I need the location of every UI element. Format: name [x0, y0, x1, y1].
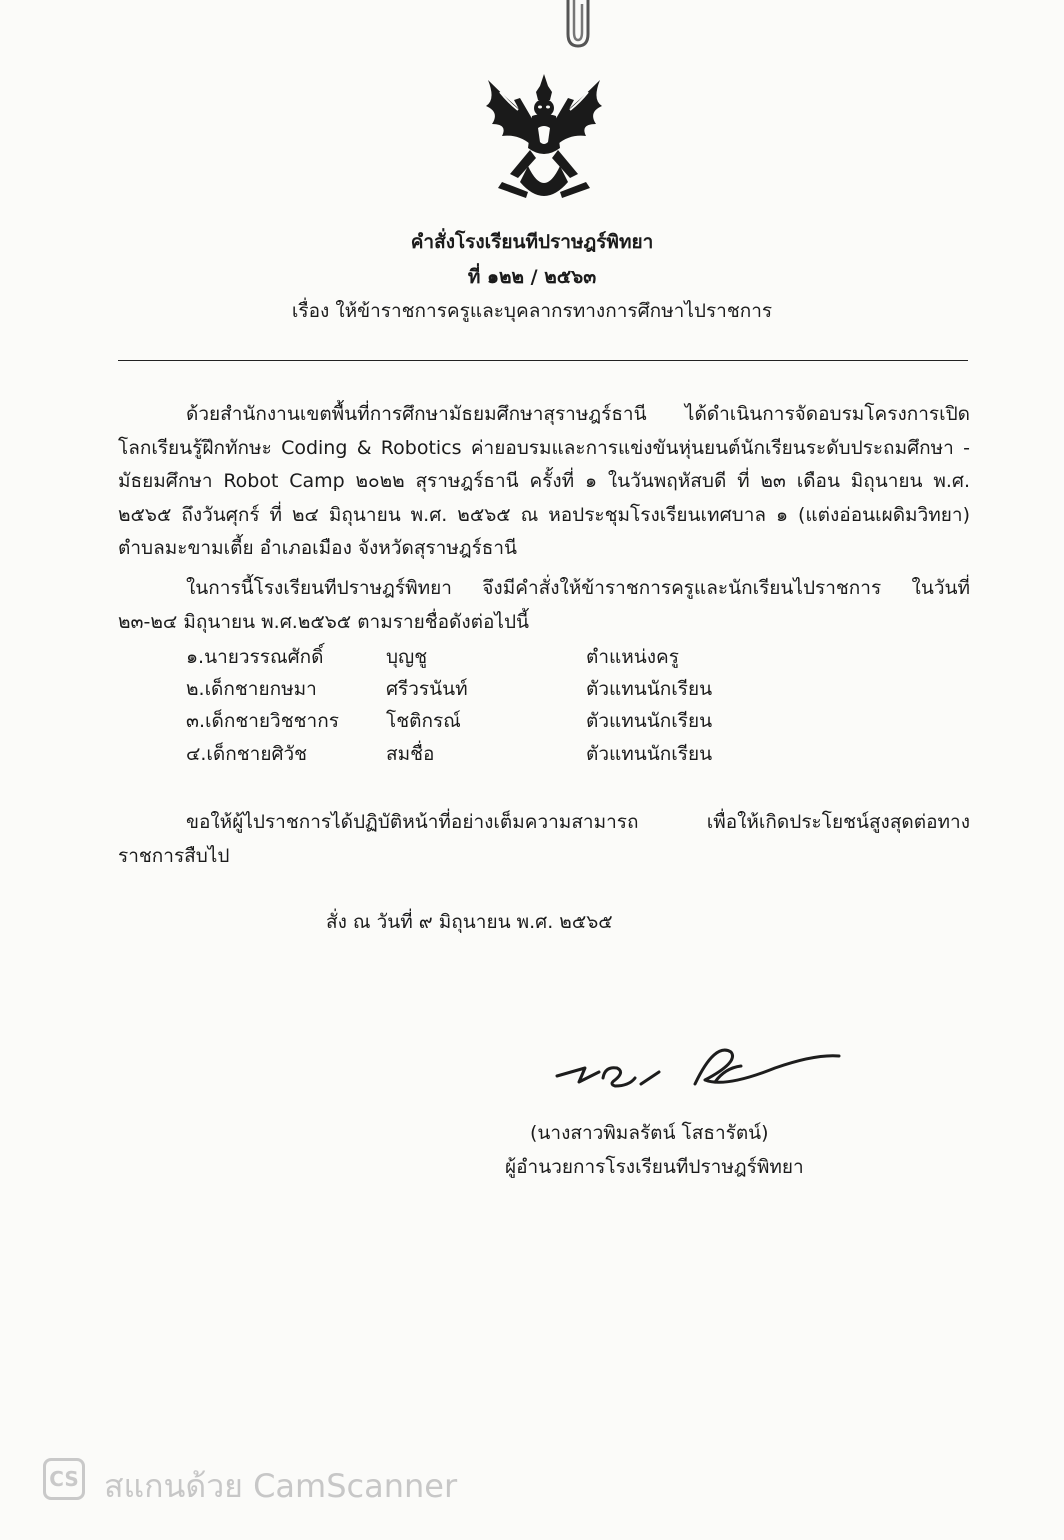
person-role: ตัวแทนนักเรียน — [586, 710, 713, 732]
signature-icon — [555, 1038, 845, 1098]
person-role: ตัวแทนนักเรียน — [586, 743, 713, 765]
person-surname: ศรีวรนันท์ — [386, 678, 468, 700]
person-name: ๓.เด็กชายวิชชากร — [186, 710, 339, 732]
person-role: ตำแหน่งครู — [586, 646, 679, 668]
order-date: สั่ง ณ วันที่ ๙ มิถุนายน พ.ศ. ๒๕๖๕ — [326, 911, 613, 933]
garuda-emblem-icon — [478, 70, 610, 210]
body-paragraph-2 — [118, 572, 970, 639]
body-paragraph-2-text: ในการนี้โรงเรียนทีปราษฎร์พิทยา จึงมีคำสั่งให้ข้าราชการครูและนักเรียนไปราชการ ในวันที่ ๒๓-๒๔ มิถุนายน พ.ศ.๒๕๖๕ ตามรายชื่อดังต่อไปนี้ — [118, 577, 970, 633]
signatory-position: ผู้อำนวยการโรงเรียนทีปราษฎร์พิทยา — [505, 1156, 804, 1178]
header-divider — [118, 360, 968, 361]
person-surname: สมชื่อ — [386, 743, 435, 765]
body-paragraph-1 — [118, 398, 970, 566]
person-surname: โชติกรณ์ — [386, 710, 461, 732]
body-paragraph-3 — [118, 806, 970, 873]
person-name: ๑.นายวรรณศักดิ์ — [186, 646, 324, 668]
camscanner-logo-icon: CS — [43, 1458, 85, 1500]
body-paragraph-1-text: ด้วยสำนักงานเขตพื้นที่การศึกษามัธยมศึกษาสุราษฎร์ธานี ได้ดำเนินการจัดอบรมโครงการเปิดโลกเรียนรู้ฝึกทักษะ Coding & Robotics ค่ายอบรมและการแข่งขันหุ่นยนต์นักเรียนระดับประถมศึกษา - มัธยมศึกษา Robot Camp ๒๐๒๒ สุราษฎร์ธานี ครั้งที่ ๑ ในวันพฤหัสบดี ที่ ๒๓ เดือน มิถุนายน พ.ศ. ๒๕๖๕ ถึงวันศุกร์ ที่ ๒๔ มิถุนายน พ.ศ. ๒๕๖๕ ณ หอประชุมโรงเรียนเทศบาล ๑ (แต่งอ่อนเผดิมวิทยา) ตำบลมะขามเตี้ย อำเภอเมือง จังหวัดสุราษฎร์ธานี — [118, 403, 970, 559]
body-paragraph-3-text: ขอให้ผู้ไปราชการได้ปฏิบัติหน้าที่อย่างเต็มความสามารถ เพื่อให้เกิดประโยชน์สูงสุดต่อทางราชการสืบไป — [118, 811, 970, 867]
order-title: คำสั่งโรงเรียนทีปราษฎร์พิทยา — [410, 231, 654, 253]
person-surname: บุญชู — [386, 646, 428, 668]
person-role: ตัวแทนนักเรียน — [586, 678, 713, 700]
person-name: ๔.เด็กชายศิวัช — [186, 743, 308, 765]
signatory-name: (นางสาวพิมลรัตน์ โสธารัตน์) — [530, 1122, 769, 1144]
order-number: ที่ ๑๒๒ / ๒๕๖๓ — [467, 266, 597, 288]
order-subject: เรื่อง ให้ข้าราชการครูและบุคลากรทางการศึกษาไปราชการ — [291, 300, 773, 322]
camscanner-watermark-text: สแกนด้วย CamScanner — [104, 1467, 458, 1505]
paper-clip-icon — [556, 0, 596, 52]
camscanner-watermark — [40, 1455, 540, 1505]
person-name: ๒.เด็กชายกษมา — [186, 678, 317, 700]
